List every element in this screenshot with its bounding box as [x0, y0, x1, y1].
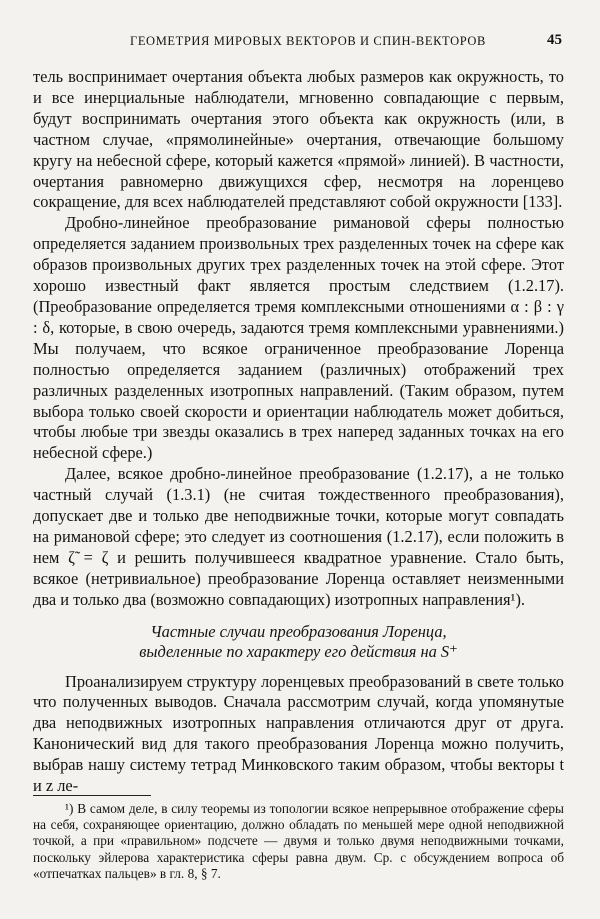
- section-heading: [33, 622, 564, 662]
- page-number: 45: [547, 32, 562, 48]
- section-heading-line: Частные случаи преобразования Лоренца,: [150, 621, 447, 641]
- footnote-divider: [33, 795, 151, 796]
- page-header: [34, 34, 562, 56]
- paragraph-continuation: тель воспринимает очертания объекта любых размеров как окружность, то и все инерциальные наблюдатели, мгновенно совпадающие с первым, будут воспринимать очертания этого объекта как окружность (или, в частном случае, «прямолинейные» очертания, отвечающие большому кругу на небесной сфере, который кажется «прямой» линией). В частности, очертания равномерно движущихся сфер, несмотря на лоренцево сокращение, для всех наблюдателей представляют собой окружности [133].: [33, 67, 564, 212]
- main-text: [33, 67, 564, 797]
- running-title: ГЕОМЕТРИЯ МИРОВЫХ ВЕКТОРОВ И СПИН-ВЕКТОРОВ: [130, 34, 486, 48]
- paragraph: Проанализируем структуру лоренцевых преобразований в свете только что полученных выводов. Сначала рассмотрим случай, когда упомянутые два неподвижных изотропных направления отличаются друг от друга. Канонический вид для такого преобразования Лоренца можно получить, выбрав нашу систему тетрад Минковского таким образом, чтобы векторы t и z ле-: [33, 671, 564, 796]
- section-heading-line: выделенные по характеру его действия на S⁺: [139, 641, 458, 661]
- paragraph: Далее, всякое дробно-линейное преобразование (1.2.17), а не только частный случай (1.3.1) (не считая тождественного преобразования), допускает две и только две неподвижные точки, которые могут совпадать на римановой сфере; это следует из соотношения (1.2.17), если положить в нем ζ̃ = ζ и решить получившееся квадратное уравнение. Стало быть, всякое (нетривиальное) преобразование Лоренца оставляет неизменными два и только два (возможно совпадающих) изотропных направления¹).: [33, 464, 564, 609]
- paragraph: Дробно-линейное преобразование римановой сферы полностью определяется заданием произвольных трех разделенных точек на сфере как образов произвольных других трех разделенных точек на этой сфере. Этот хорошо известный факт является простым следствием (1.2.17). (Преобразование определяется тремя комплексными отношениями α : β : γ : δ, которые, в свою очередь, задаются тремя комплексными уравнениями.) Мы получаем, что всякое ограниченное преобразование Лоренца полностью определяется заданием (различных) отображений трех различных разделенных изотропных направлений. (Таким образом, путем выбора только своей скорости и ориентации наблюдатель может добиться, чтобы любые три звезды оказались в трех наперед заданных точках на его небесной сфере.): [33, 213, 564, 463]
- footnote: ¹) В самом деле, в силу теоремы из топологии всякое непрерывное отображение сферы на себя, сохраняющее ориентацию, должно обладать по меньшей мере одной неподвижной точкой, а при «правильном» подсчете — двумя и только двумя неподвижными точками, поскольку эйлерова характеристика сферы равна двум. Ср. с обсуждением вопроса об «отпечатках пальцев» в гл. 8, § 7.: [33, 801, 564, 881]
